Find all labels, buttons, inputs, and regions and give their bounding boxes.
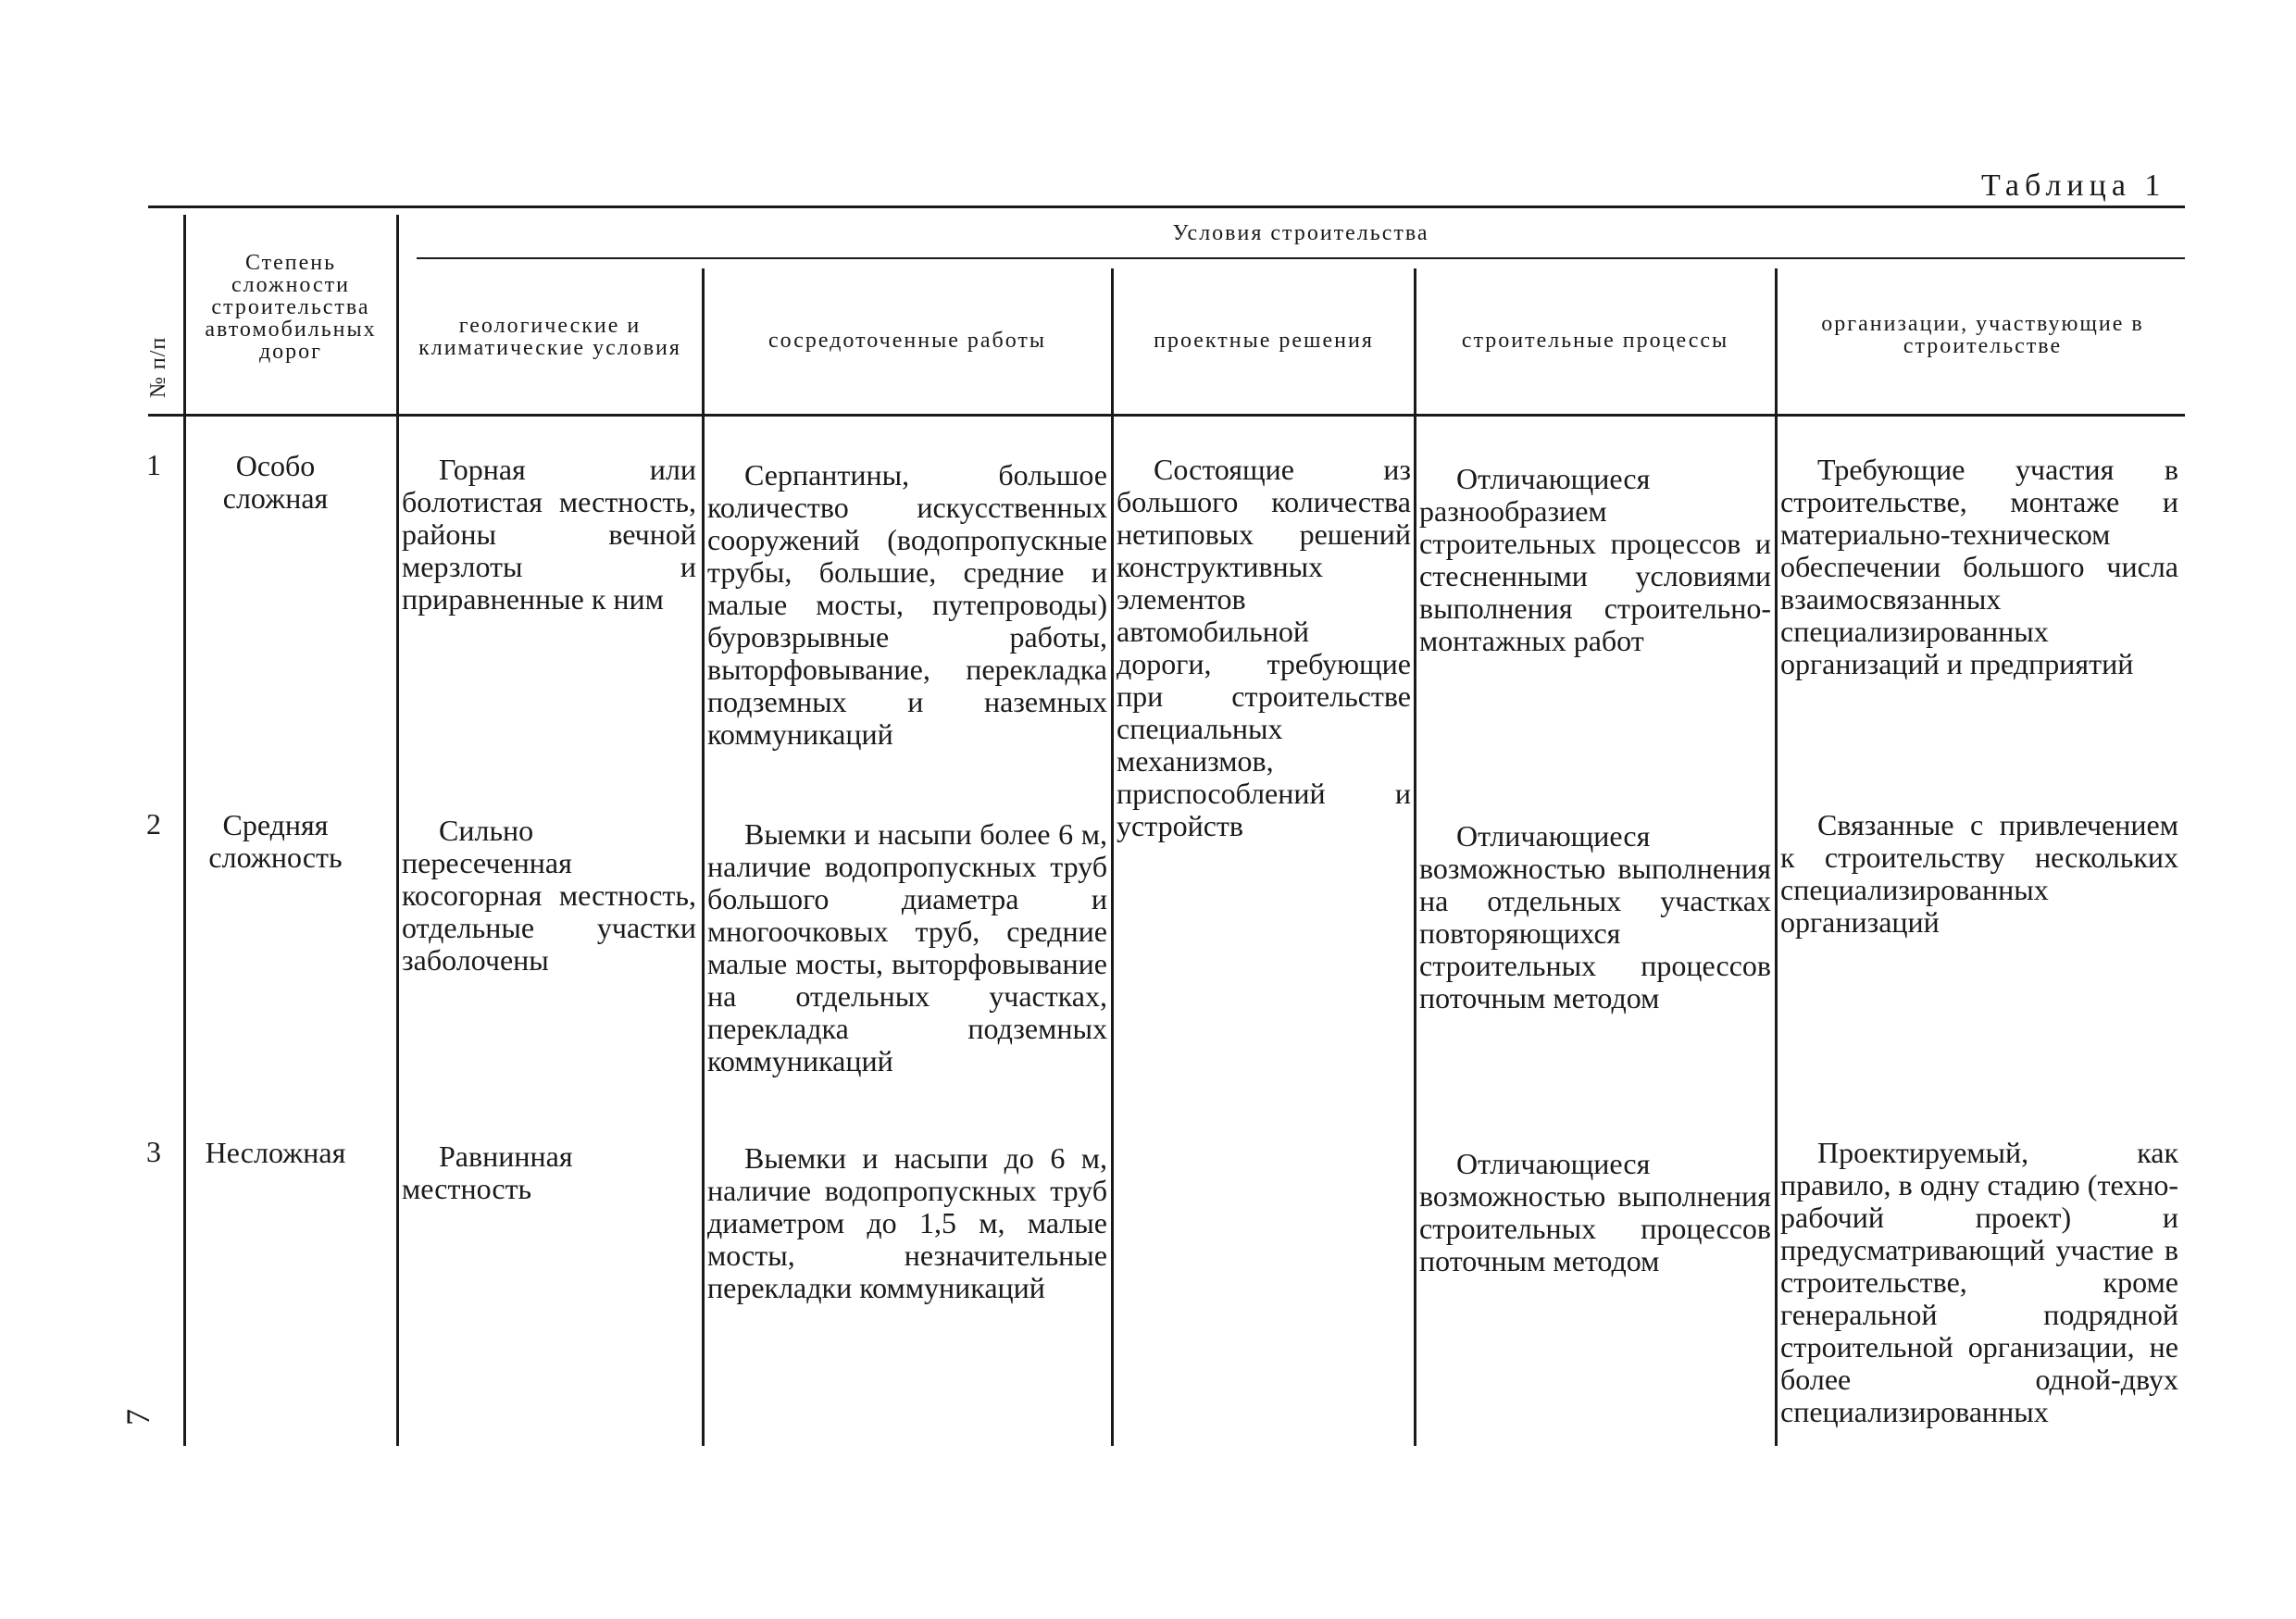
row-1-organizations: Требующие участия в строительстве, монтаже и материально-техническом обеспечении большого числа взаимосвязанных специализированных организаций и предприятий bbox=[1780, 453, 2178, 680]
row-1-degree: Особо сложная bbox=[222, 449, 329, 515]
row-2-geology: Сильно пересеченная косогорная местность, отдельные участки заболочены bbox=[402, 814, 696, 977]
col-sep-2 bbox=[396, 215, 399, 1446]
row-2-degree: Средняя сложность bbox=[208, 808, 343, 874]
row-1-design: Состоящие из большого количества нетиповых решений конструктивных элементов автомобильной дороги, требующие при строительстве специальных механизмов, приспособлений и устройств bbox=[1117, 453, 1411, 842]
row-2-works: Выемки и насыпи более 6 м, наличие водопропускных труб большого диаметра и многоочковых труб, средние малые мосты, выторфовывание на отдельных участках, перекладка подземных коммуникаций bbox=[707, 817, 1107, 1077]
col-sep-6 bbox=[1775, 268, 1778, 1446]
col-sep-4 bbox=[1111, 268, 1114, 1446]
row-1-geology: Горная или болотистая местность, районы вечной мерзлоты и приравненные к ним bbox=[402, 453, 696, 616]
row-2-organizations: Связанные с привлечением к строительству нескольких специализированных организаций bbox=[1780, 808, 2178, 939]
header-bottom-rule bbox=[148, 414, 2185, 417]
header-geology: геологические и климатические условия bbox=[418, 314, 681, 360]
row-2-number: 2 bbox=[146, 807, 161, 841]
row-1-works: Серпантины, большое количество искусственных сооружений (водопропускные трубы, большие, средние и малые мосты, путепроводы) буровзрывные работы, выторфовывание, перекладка подземных и наземных коммуникаций bbox=[707, 458, 1107, 751]
header-number: № п/п bbox=[146, 336, 170, 398]
header-degree: Степень сложности строительства автомобильных дорог bbox=[205, 251, 377, 364]
header-conditions: Условия строительства bbox=[1172, 221, 1429, 245]
row-3-geology: Равнинная местность bbox=[402, 1140, 573, 1205]
header-organizations: организации, участвующие в строительстве bbox=[1821, 312, 2144, 358]
col-sep-3 bbox=[702, 268, 705, 1446]
header-works: сосредоточенные работы bbox=[767, 329, 1047, 353]
row-1-processes: Отличающиеся разнообразием строительных процессов и стесненными условиями выполнения строительно-монтажных работ bbox=[1419, 462, 1771, 657]
table-top-rule bbox=[148, 205, 2185, 208]
row-1-number: 1 bbox=[146, 448, 161, 481]
page-number: 7 bbox=[119, 1409, 156, 1426]
conditions-rule bbox=[417, 257, 2185, 259]
row-3-works: Выемки и насыпи до 6 м, наличие водопропускных труб диаметром до 1,5 м, малые мосты, незначительные перекладки коммуникаций bbox=[707, 1141, 1107, 1304]
header-design: проектные решения bbox=[1154, 329, 1374, 353]
row-2-processes: Отличающиеся возможностью выполнения на отдельных участках повторяющихся строительных процессов поточным методом bbox=[1419, 819, 1771, 1015]
row-3-degree: Несложная bbox=[205, 1136, 346, 1169]
table-label: Таблица 1 bbox=[1981, 168, 2166, 203]
col-sep-1 bbox=[183, 215, 186, 1446]
col-sep-5 bbox=[1414, 268, 1416, 1446]
row-3-number: 3 bbox=[146, 1135, 161, 1168]
header-processes: строительные процессы bbox=[1461, 329, 1729, 353]
row-3-organizations: Проектируемый, как правило, в одну стадию (техно-рабочий проект) и предусматривающий участие в строительстве, кроме генеральной подрядной строительной организации, не более одной-двух специализированных bbox=[1780, 1136, 2178, 1428]
row-3-processes: Отличающиеся возможностью выполнения строительных процессов поточным методом bbox=[1419, 1147, 1771, 1277]
